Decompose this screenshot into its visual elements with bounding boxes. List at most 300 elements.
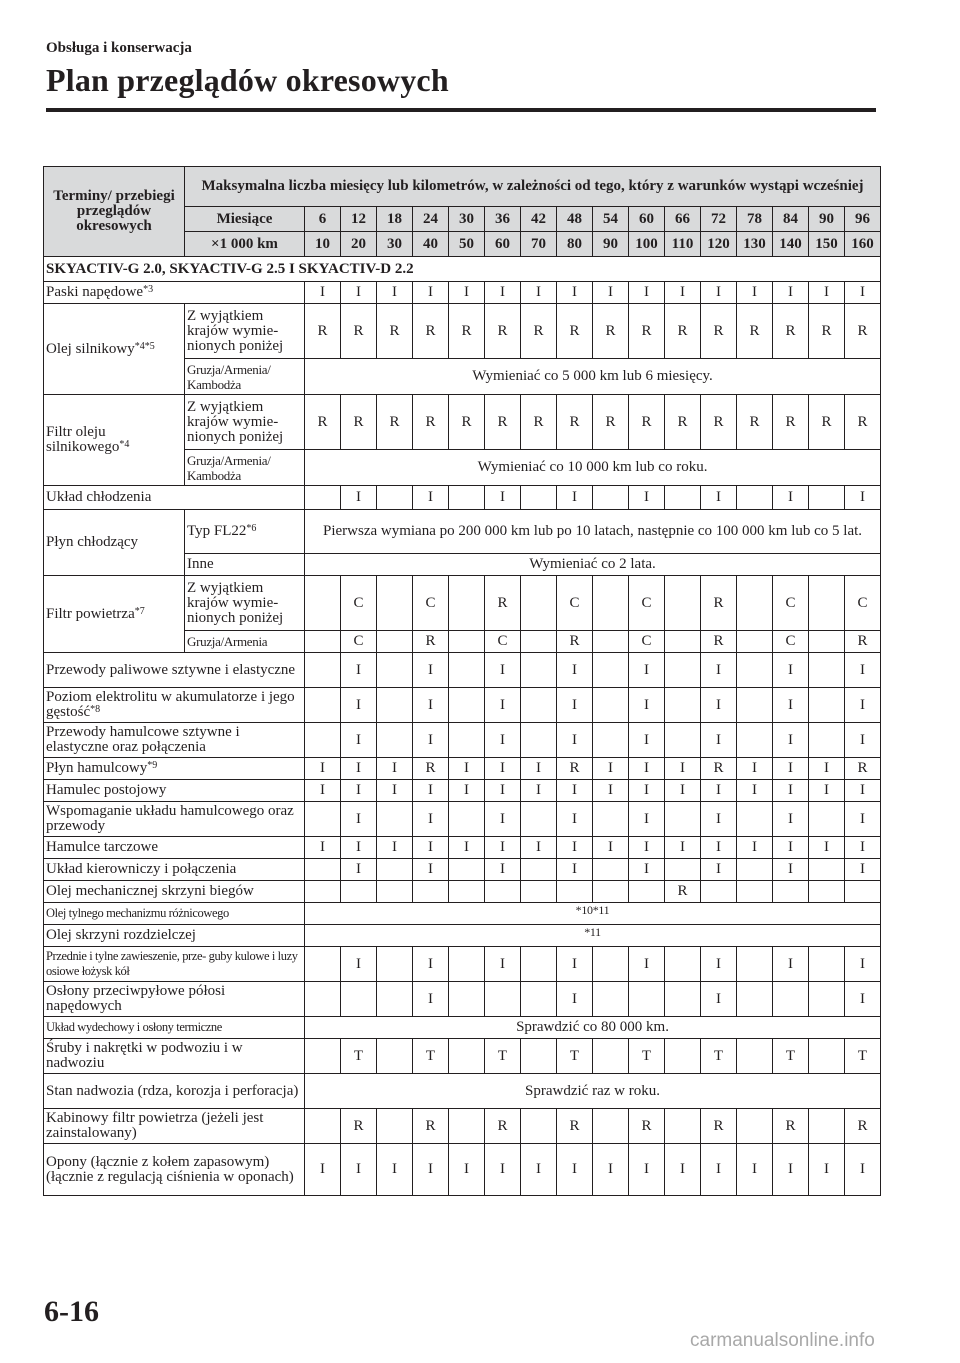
schedule-cell (665, 837, 701, 859)
schedule-cell (845, 576, 881, 631)
schedule-cell (377, 653, 413, 688)
engine-section (44, 257, 881, 282)
schedule-cell (737, 653, 773, 688)
month-value (341, 207, 377, 232)
corner-header-text: Terminy/ przebiegi przeglądów okresowych (53, 188, 175, 234)
cell-text: I (536, 782, 541, 798)
schedule-cell (629, 982, 665, 1017)
cell-text: I (500, 760, 505, 776)
schedule-cell (629, 802, 665, 837)
schedule-cell (449, 837, 485, 859)
schedule-cell (593, 653, 629, 688)
schedule-cell (305, 395, 341, 450)
schedule-cell (593, 304, 629, 359)
schedule-cell (557, 1109, 593, 1144)
months-label (185, 207, 305, 232)
km-value (485, 232, 521, 257)
km-value (305, 232, 341, 257)
cell-text: I (752, 760, 757, 776)
table-row (44, 925, 881, 947)
item-label (44, 653, 305, 688)
cell-text: Sprawdzić raz w roku. (525, 1082, 660, 1099)
month-value (485, 207, 521, 232)
schedule-cell (557, 780, 593, 802)
schedule-cell (521, 859, 557, 881)
schedule-cell (809, 837, 845, 859)
cell-text: Przednie i tylne zawieszenie, prze- guby kulowe i luzy osiowe łożysk kół (46, 949, 298, 978)
schedule-cell (845, 947, 881, 982)
cell-text: R (353, 322, 364, 339)
schedule-cell (521, 1109, 557, 1144)
cell-text: 130 (743, 235, 766, 252)
cell-text: I (392, 839, 397, 855)
cell-text: I (536, 284, 541, 300)
cell-text: R (749, 322, 760, 339)
item-label (44, 1109, 305, 1144)
item-label (44, 1039, 305, 1074)
schedule-cell (737, 631, 773, 653)
cell-text: I (428, 284, 433, 300)
footnote-ref: *3 (143, 284, 154, 295)
sub-item-label (185, 395, 305, 450)
schedule-cell (485, 1109, 521, 1144)
schedule-cell (557, 859, 593, 881)
schedule-cell (557, 1039, 593, 1074)
month-value (629, 207, 665, 232)
schedule-cell (593, 1039, 629, 1074)
schedule-cell (413, 304, 449, 359)
schedule-cell (665, 723, 701, 758)
schedule-cell (485, 758, 521, 780)
km-value (341, 232, 377, 257)
cell-text: R (785, 322, 796, 339)
schedule-cell (377, 982, 413, 1017)
cell-text: I (716, 489, 721, 505)
schedule-cell (845, 859, 881, 881)
schedule-cell (773, 758, 809, 780)
schedule-cell (809, 947, 845, 982)
schedule-cell (845, 395, 881, 450)
item-label (44, 576, 185, 653)
cell-text: R (425, 760, 436, 776)
cell-text: I (860, 731, 866, 748)
item-label (44, 837, 305, 859)
cell-text: C (641, 594, 652, 611)
cell-text: Olej skrzyni rozdzielczej (46, 927, 196, 943)
schedule-cell (773, 282, 809, 304)
cell-text: I (428, 839, 433, 855)
cell-text: I (572, 839, 577, 855)
schedule-cell (701, 1144, 737, 1196)
cell-text: I (572, 489, 577, 505)
schedule-cell (701, 982, 737, 1017)
schedule-cell (413, 1144, 449, 1196)
schedule-cell (521, 395, 557, 450)
cell-text: I (824, 1161, 829, 1177)
schedule-cell (737, 1039, 773, 1074)
schedule-cell (593, 837, 629, 859)
table-row (44, 1039, 881, 1074)
sub-item-label (185, 359, 305, 395)
cell-text: I (428, 696, 433, 713)
cell-text: R (785, 413, 796, 430)
schedule-cell (773, 1039, 809, 1074)
item-label (44, 947, 305, 982)
schedule-cell (629, 1144, 665, 1196)
cell-text: I (716, 661, 721, 678)
schedule-cell (845, 780, 881, 802)
cell-text: I (860, 782, 866, 798)
schedule-cell (737, 723, 773, 758)
schedule-cell (557, 653, 593, 688)
cell-text: R (317, 322, 328, 339)
schedule-cell (773, 631, 809, 653)
schedule-cell (521, 653, 557, 688)
interval-note (305, 1017, 881, 1039)
schedule-cell (557, 304, 593, 359)
cell-text: 100 (635, 235, 658, 252)
cell-text: Olej mechanicznej skrzyni biegów (46, 883, 254, 899)
cell-text: R (461, 322, 472, 339)
sub-item-label (185, 510, 305, 554)
schedule-cell (629, 631, 665, 653)
schedule-cell (665, 881, 701, 903)
cell-text: I (788, 489, 793, 505)
interval-note (305, 450, 881, 486)
schedule-cell (413, 982, 449, 1017)
schedule-cell (845, 1144, 881, 1196)
month-value (449, 207, 485, 232)
schedule-cell (413, 881, 449, 903)
schedule-cell (449, 631, 485, 653)
schedule-cell (413, 395, 449, 450)
schedule-cell (413, 1039, 449, 1074)
cell-text: C (785, 633, 796, 649)
cell-text: I (356, 489, 361, 505)
cell-text: I (608, 782, 613, 798)
schedule-cell (485, 947, 521, 982)
table-row (44, 802, 881, 837)
cell-text: I (644, 1161, 649, 1177)
cell-text: I (824, 284, 829, 300)
cell-text: I (356, 284, 361, 300)
cell-text: Hamulce tarczowe (46, 839, 159, 855)
schedule-cell (413, 688, 449, 723)
cell-text: I (428, 1161, 433, 1177)
schedule-cell (413, 802, 449, 837)
schedule-cell (557, 688, 593, 723)
cell-text: I (428, 861, 433, 877)
cell-text: I (500, 955, 505, 972)
cell-text: I (860, 284, 866, 300)
schedule-cell (377, 859, 413, 881)
cell-text: I (644, 489, 649, 505)
schedule-cell (341, 982, 377, 1017)
schedule-cell (737, 1109, 773, 1144)
month-value (593, 207, 629, 232)
cell-text: I (572, 990, 577, 1007)
schedule-cell (521, 1039, 557, 1074)
cell-text: Typ FL22 (187, 523, 247, 539)
schedule-cell (629, 282, 665, 304)
schedule-cell (629, 947, 665, 982)
schedule-cell (521, 631, 557, 653)
km-value (557, 232, 593, 257)
cell-text: 80 (567, 235, 582, 252)
schedule-cell (665, 1144, 701, 1196)
cell-text: I (644, 760, 649, 776)
schedule-cell (773, 395, 809, 450)
cell-text: I (608, 760, 613, 776)
schedule-cell (341, 631, 377, 653)
cell-text: I (392, 760, 397, 776)
cell-text: 54 (603, 210, 618, 227)
schedule-cell (593, 780, 629, 802)
schedule-cell (413, 576, 449, 631)
schedule-cell (737, 982, 773, 1017)
cell-text: R (425, 322, 436, 339)
cell-text: Przewody hamulcowe sztywne i elastyczne oraz połączenia (46, 724, 240, 755)
schedule-cell (593, 486, 629, 510)
interval-note (305, 359, 881, 395)
cell-text: I (716, 955, 721, 972)
cell-text: I (500, 731, 505, 748)
cell-text: T (641, 1047, 652, 1064)
schedule-cell (449, 802, 485, 837)
cell-text: I (608, 1161, 613, 1177)
table-row (44, 510, 881, 554)
cell-text: R (425, 413, 436, 430)
schedule-cell (809, 1144, 845, 1196)
schedule-cell (449, 780, 485, 802)
cell-text: I (860, 990, 866, 1007)
schedule-cell (809, 1039, 845, 1074)
schedule-cell (521, 947, 557, 982)
cell-text: 40 (423, 235, 438, 252)
cell-text: I (464, 1161, 469, 1177)
schedule-cell (449, 723, 485, 758)
cell-text: R (569, 413, 580, 430)
schedule-cell (701, 688, 737, 723)
schedule-cell (629, 758, 665, 780)
cell-text: R (641, 322, 652, 339)
schedule-cell (449, 486, 485, 510)
schedule-cell (773, 653, 809, 688)
schedule-cell (557, 1144, 593, 1196)
schedule-cell (521, 304, 557, 359)
schedule-cell (377, 780, 413, 802)
schedule-cell (377, 1144, 413, 1196)
schedule-cell (737, 881, 773, 903)
cell-text: C (425, 594, 436, 611)
cell-text: Wymieniać co 5 000 km lub 6 miesięcy. (472, 368, 713, 384)
schedule-cell (377, 947, 413, 982)
cell-text: I (500, 661, 505, 678)
schedule-cell (809, 304, 845, 359)
cell-text: 36 (495, 210, 510, 227)
cell-text: R (677, 413, 688, 430)
item-label (44, 802, 305, 837)
cell-text: Osłony przeciwpyłowe półosi napędowych (46, 983, 226, 1014)
cell-text: R (461, 413, 472, 430)
schedule-cell (593, 947, 629, 982)
schedule-cell (701, 780, 737, 802)
cell-text: Kabinowy filtr powietrza (jeżeli jest zainstalowany) (46, 1110, 264, 1141)
cell-text: R (497, 1117, 508, 1134)
cell-text: Inne (187, 556, 214, 572)
schedule-cell (557, 576, 593, 631)
schedule-cell (521, 688, 557, 723)
sub-item-label (185, 450, 305, 486)
cell-text: I (644, 839, 649, 855)
cell-text: I (572, 955, 577, 972)
table-row (44, 903, 881, 925)
schedule-cell (737, 859, 773, 881)
schedule-cell (845, 486, 881, 510)
cell-text: T (497, 1047, 508, 1064)
cell-text: I (860, 861, 866, 877)
km-value (701, 232, 737, 257)
schedule-cell (665, 395, 701, 450)
schedule-cell (809, 653, 845, 688)
schedule-cell (737, 688, 773, 723)
schedule-cell (665, 688, 701, 723)
cell-text: 12 (351, 210, 366, 227)
cell-text: Płyn hamulcowy (46, 760, 148, 776)
month-value (845, 207, 881, 232)
cell-text: 72 (711, 210, 726, 227)
cell-text: Hamulec postojowy (46, 782, 167, 798)
schedule-cell (737, 1144, 773, 1196)
schedule-cell (341, 576, 377, 631)
schedule-cell (413, 486, 449, 510)
schedule-cell (305, 758, 341, 780)
table-row (44, 881, 881, 903)
cell-text: I (356, 731, 361, 748)
table-row (44, 653, 881, 688)
schedule-cell (809, 486, 845, 510)
cell-text: I (788, 661, 793, 678)
schedule-cell (413, 859, 449, 881)
cell-text: C (353, 633, 364, 649)
schedule-cell (809, 780, 845, 802)
cell-text: I (392, 782, 397, 798)
cell-text: R (353, 1117, 364, 1134)
schedule-cell (737, 395, 773, 450)
schedule-cell (701, 304, 737, 359)
cell-text: R (857, 413, 868, 430)
cell-text: I (752, 1161, 757, 1177)
schedule-cell (737, 758, 773, 780)
schedule-cell (521, 282, 557, 304)
schedule-cell (341, 837, 377, 859)
schedule-cell (341, 881, 377, 903)
cell-text: 78 (747, 210, 762, 227)
footnote-ref: *7 (134, 605, 145, 617)
footnote-ref: *8 (90, 704, 101, 715)
item-label (44, 282, 305, 304)
cell-text: 18 (387, 210, 402, 227)
schedule-cell (593, 982, 629, 1017)
cell-text: R (749, 413, 760, 430)
cell-text: I (572, 782, 577, 798)
cell-text: 48 (567, 210, 582, 227)
schedule-cell (557, 837, 593, 859)
cell-text: I (572, 696, 577, 713)
schedule-cell (521, 486, 557, 510)
schedule-cell (557, 758, 593, 780)
schedule-cell (341, 282, 377, 304)
item-label (44, 859, 305, 881)
schedule-cell (521, 1144, 557, 1196)
schedule-cell (413, 758, 449, 780)
schedule-cell (449, 1144, 485, 1196)
cell-text: R (821, 413, 832, 430)
cell-text: Układ chłodzenia (46, 489, 152, 505)
schedule-cell (629, 486, 665, 510)
cell-text: R (785, 1117, 796, 1134)
schedule-cell (845, 1109, 881, 1144)
cell-text: I (356, 955, 361, 972)
cell-text: Z wyjątkiem krajów wymie- nionych poniżej (187, 307, 284, 354)
cell-text: Gruzja/Armenia/ Kambodża (187, 452, 271, 483)
schedule-cell (305, 1109, 341, 1144)
schedule-cell (845, 982, 881, 1017)
cell-text: R (497, 413, 508, 430)
cell-text: Stan nadwozia (rdza, korozja i perforacja) (46, 1082, 299, 1099)
max-interval-text: Maksymalna liczba miesięcy lub kilometrów, w zależności od tego, który z warunków wystąpi wcześniej (201, 178, 864, 194)
schedule-cell (377, 1039, 413, 1074)
schedule-cell (341, 859, 377, 881)
table-row (44, 947, 881, 982)
schedule-cell (593, 282, 629, 304)
schedule-cell (593, 631, 629, 653)
schedule-cell (629, 859, 665, 881)
cell-text: I (356, 661, 361, 678)
km-value (809, 232, 845, 257)
cell-text: I (644, 731, 649, 748)
schedule-cell (701, 947, 737, 982)
cell-text: I (788, 955, 793, 972)
footnote-ref: *4 (119, 439, 130, 450)
interval-note (305, 510, 881, 554)
schedule-cell (521, 881, 557, 903)
km-value (665, 232, 701, 257)
cell-text: R (425, 1117, 436, 1134)
km-value (629, 232, 665, 257)
schedule-cell (845, 881, 881, 903)
cell-text: R (713, 322, 724, 339)
schedule-cell (845, 758, 881, 780)
schedule-cell (485, 304, 521, 359)
schedule-cell (845, 688, 881, 723)
km-value (413, 232, 449, 257)
cell-text: R (857, 633, 868, 649)
table-row (44, 486, 881, 510)
cell-text: R (713, 633, 724, 649)
km-value (845, 232, 881, 257)
cell-text: Sprawdzić co 80 000 km. (516, 1019, 669, 1035)
schedule-cell (413, 780, 449, 802)
item-label (44, 982, 305, 1017)
table-row (44, 688, 881, 723)
title-divider (46, 108, 876, 112)
page-title: Plan przeglądów okresowych (46, 62, 449, 98)
cell-text: I (500, 782, 505, 798)
cell-text: C (785, 594, 796, 611)
schedule-cell (377, 282, 413, 304)
cell-text: I (716, 782, 721, 798)
